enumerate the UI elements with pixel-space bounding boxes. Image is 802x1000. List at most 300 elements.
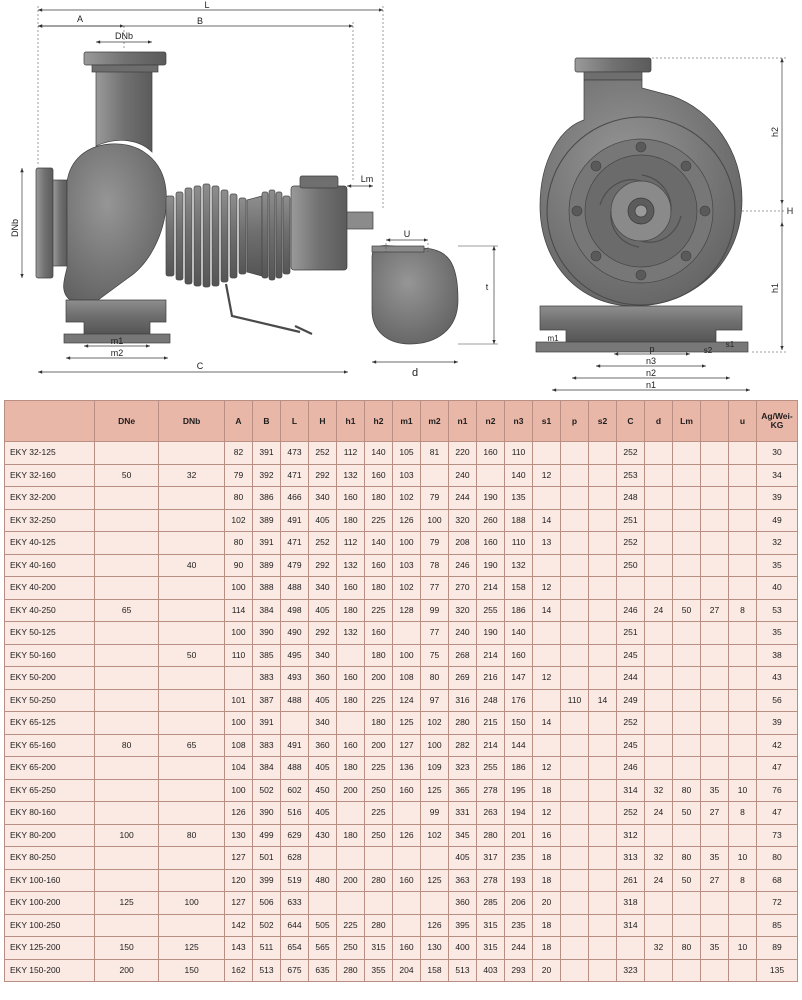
cell-value: 263 <box>477 802 505 825</box>
cell-value <box>533 689 561 712</box>
cell-value: 250 <box>365 824 393 847</box>
cell-value: 158 <box>421 959 449 982</box>
cell-value: 180 <box>337 824 365 847</box>
cell-value <box>421 847 449 870</box>
cell-value: 40 <box>757 577 798 600</box>
cell-value: 126 <box>393 824 421 847</box>
cell-value <box>589 892 617 915</box>
cell-value: 102 <box>421 824 449 847</box>
cell-value: 383 <box>253 667 281 690</box>
cell-value: 180 <box>337 689 365 712</box>
cell-value <box>337 892 365 915</box>
cell-value <box>561 442 589 465</box>
dim-label-H: H <box>786 206 794 216</box>
cell-value: 186 <box>505 599 533 622</box>
cell-value: 318 <box>617 892 645 915</box>
cell-value <box>645 892 673 915</box>
cell-value <box>159 599 225 622</box>
cell-value: 390 <box>253 802 281 825</box>
cell-value: 360 <box>449 892 477 915</box>
cell-value <box>561 959 589 982</box>
cell-value: 100 <box>225 622 253 645</box>
cell-value: 100 <box>421 734 449 757</box>
cell-value: 147 <box>505 667 533 690</box>
cell-value: 14 <box>589 689 617 712</box>
cell-value <box>645 959 673 982</box>
cell-value <box>673 509 701 532</box>
cell-value: 511 <box>253 937 281 960</box>
cell-value <box>589 622 617 645</box>
cell-value <box>729 757 757 780</box>
cell-value: 110 <box>505 442 533 465</box>
cell-value: 42 <box>757 734 798 757</box>
cell-value <box>589 532 617 555</box>
cell-value: 35 <box>757 622 798 645</box>
cell-value: 405 <box>449 847 477 870</box>
cell-value <box>729 532 757 555</box>
cell-value <box>645 824 673 847</box>
cell-value: 162 <box>225 959 253 982</box>
cell-value: 384 <box>253 599 281 622</box>
cell-value <box>673 712 701 735</box>
cell-value: 200 <box>337 869 365 892</box>
cell-value <box>421 464 449 487</box>
cell-value: 268 <box>449 644 477 667</box>
cell-value <box>159 802 225 825</box>
cell-value <box>95 532 159 555</box>
cell-value: 32 <box>159 464 225 487</box>
cell-value <box>645 532 673 555</box>
cell-model: EKY 40-125 <box>5 532 95 555</box>
cell-value: 246 <box>617 599 645 622</box>
cell-value: 513 <box>449 959 477 982</box>
cell-value <box>533 622 561 645</box>
cell-value: 363 <box>449 869 477 892</box>
cell-value: 193 <box>505 869 533 892</box>
cell-value: 38 <box>757 644 798 667</box>
cell-value: 188 <box>505 509 533 532</box>
cell-model: EKY 65-200 <box>5 757 95 780</box>
cell-value: 491 <box>281 509 309 532</box>
cell-value <box>589 464 617 487</box>
cell-value: 100 <box>421 509 449 532</box>
cell-value: 47 <box>757 757 798 780</box>
table-row <box>5 959 798 982</box>
cell-value <box>645 734 673 757</box>
cell-model: EKY 100-200 <box>5 892 95 915</box>
cell-value: 102 <box>225 509 253 532</box>
cell-value: 389 <box>253 554 281 577</box>
cell-value: 278 <box>477 779 505 802</box>
cell-value <box>589 959 617 982</box>
cell-value <box>589 712 617 735</box>
cell-value: 176 <box>505 689 533 712</box>
cell-value: 629 <box>281 824 309 847</box>
cell-value: 56 <box>757 689 798 712</box>
cell-value: 160 <box>505 644 533 667</box>
cell-value <box>309 892 337 915</box>
cell-value <box>701 554 729 577</box>
col-header-n2: n2 <box>477 401 505 442</box>
cell-value: 50 <box>673 802 701 825</box>
cell-value: 100 <box>95 824 159 847</box>
cell-value: 12 <box>533 577 561 600</box>
cell-value <box>281 712 309 735</box>
cell-value: 72 <box>757 892 798 915</box>
cell-value: 14 <box>533 509 561 532</box>
cell-value: 14 <box>533 599 561 622</box>
cell-value: 13 <box>533 532 561 555</box>
cell-value: 214 <box>477 577 505 600</box>
dim-label-s1: s1 <box>725 340 735 349</box>
cell-value: 102 <box>393 577 421 600</box>
col-header-s2: s2 <box>589 401 617 442</box>
cell-value: 315 <box>477 914 505 937</box>
cell-value <box>561 532 589 555</box>
dim-label-m1-right: m1 <box>547 334 559 343</box>
cell-model: EKY 100-160 <box>5 869 95 892</box>
cell-value <box>159 667 225 690</box>
cell-value: 405 <box>309 689 337 712</box>
cell-value: 150 <box>159 959 225 982</box>
cell-value <box>589 802 617 825</box>
cell-value: 18 <box>533 847 561 870</box>
cell-value <box>589 577 617 600</box>
cell-value: 85 <box>757 914 798 937</box>
cell-value: 80 <box>225 487 253 510</box>
cell-value: 132 <box>337 622 365 645</box>
pump-dimension-drawing <box>0 0 802 400</box>
cell-value <box>617 937 645 960</box>
cell-model: EKY 80-250 <box>5 847 95 870</box>
cell-value: 505 <box>309 914 337 937</box>
cell-value: 99 <box>421 599 449 622</box>
cell-value: 127 <box>225 847 253 870</box>
cell-value: 50 <box>673 599 701 622</box>
cell-value: 12 <box>533 667 561 690</box>
cell-value: 285 <box>477 892 505 915</box>
cell-value: 24 <box>645 802 673 825</box>
cell-value: 132 <box>337 464 365 487</box>
cell-value <box>645 464 673 487</box>
cell-value <box>561 937 589 960</box>
cell-model: EKY 32-200 <box>5 487 95 510</box>
cell-value: 10 <box>729 847 757 870</box>
col-header-a: A <box>225 401 253 442</box>
cell-value <box>729 622 757 645</box>
cell-value <box>561 667 589 690</box>
cell-value: 39 <box>757 487 798 510</box>
cell-value <box>645 914 673 937</box>
cell-value: 109 <box>421 757 449 780</box>
cell-value <box>561 577 589 600</box>
table-row <box>5 577 798 600</box>
cell-value: 488 <box>281 577 309 600</box>
cell-value <box>729 509 757 532</box>
cell-value <box>673 914 701 937</box>
cell-value: 89 <box>757 937 798 960</box>
table-row <box>5 487 798 510</box>
dim-label-p: p <box>649 344 655 354</box>
cell-value: 430 <box>309 824 337 847</box>
cell-value: 235 <box>505 847 533 870</box>
cell-value: 35 <box>757 554 798 577</box>
cell-value <box>561 824 589 847</box>
cell-value: 473 <box>281 442 309 465</box>
cell-value: 82 <box>225 442 253 465</box>
cell-value <box>701 712 729 735</box>
cell-value: 114 <box>225 599 253 622</box>
cell-value <box>561 644 589 667</box>
cell-value: 516 <box>281 802 309 825</box>
cell-value <box>561 487 589 510</box>
cell-value: 252 <box>617 712 645 735</box>
dim-label-n2: n2 <box>645 368 657 378</box>
table-row <box>5 644 798 667</box>
cell-value <box>393 847 421 870</box>
dim-label-d: d <box>411 367 419 379</box>
cell-value <box>645 644 673 667</box>
cell-value <box>589 554 617 577</box>
cell-value <box>337 712 365 735</box>
cell-value <box>673 734 701 757</box>
cell-value: 201 <box>505 824 533 847</box>
cell-value: 160 <box>337 734 365 757</box>
cell-value <box>95 442 159 465</box>
cell-value: 280 <box>365 914 393 937</box>
cell-value: 200 <box>365 667 393 690</box>
cell-value: 317 <box>477 847 505 870</box>
cell-value: 252 <box>309 532 337 555</box>
cell-value: 180 <box>365 712 393 735</box>
cell-value: 200 <box>337 779 365 802</box>
cell-value: 280 <box>337 959 365 982</box>
cell-model: EKY 80-160 <box>5 802 95 825</box>
col-header-s1: s1 <box>533 401 561 442</box>
cell-value: 132 <box>505 554 533 577</box>
cell-value: 252 <box>617 802 645 825</box>
cell-value: 323 <box>617 959 645 982</box>
cell-value: 195 <box>505 779 533 802</box>
cell-value <box>617 577 645 600</box>
cell-value: 130 <box>225 824 253 847</box>
cell-model: EKY 65-250 <box>5 779 95 802</box>
cell-value: 160 <box>365 622 393 645</box>
cell-value: 186 <box>505 757 533 780</box>
cell-value <box>337 802 365 825</box>
cell-value <box>95 712 159 735</box>
cell-value: 190 <box>477 622 505 645</box>
cell-value: 480 <box>309 869 337 892</box>
cell-value: 190 <box>477 487 505 510</box>
cell-value <box>561 509 589 532</box>
cell-value: 32 <box>645 937 673 960</box>
cell-value: 125 <box>421 779 449 802</box>
cell-value: 160 <box>365 464 393 487</box>
cell-value: 100 <box>393 532 421 555</box>
cell-value: 73 <box>757 824 798 847</box>
cell-value: 35 <box>701 847 729 870</box>
cell-value: 389 <box>253 509 281 532</box>
cell-value <box>533 487 561 510</box>
table-row <box>5 892 798 915</box>
cell-value: 180 <box>337 757 365 780</box>
col-header-dnb: DNb <box>159 401 225 442</box>
cell-value: 16 <box>533 824 561 847</box>
cell-value: 405 <box>309 802 337 825</box>
cell-value: 249 <box>617 689 645 712</box>
cell-value <box>729 577 757 600</box>
cell-value: 160 <box>393 937 421 960</box>
cell-value: 100 <box>225 577 253 600</box>
col-header-n1: n1 <box>449 401 477 442</box>
cell-value <box>561 599 589 622</box>
cell-value <box>421 892 449 915</box>
cell-value: 81 <box>421 442 449 465</box>
table-head <box>5 401 798 442</box>
cell-value: 220 <box>449 442 477 465</box>
cell-value <box>673 464 701 487</box>
cell-value: 493 <box>281 667 309 690</box>
cell-value: 39 <box>757 712 798 735</box>
cell-value <box>729 487 757 510</box>
cell-value <box>159 487 225 510</box>
cell-value: 315 <box>477 937 505 960</box>
cell-value <box>159 622 225 645</box>
cell-value <box>159 847 225 870</box>
cell-value: 312 <box>617 824 645 847</box>
cell-value: 386 <box>253 487 281 510</box>
cell-value: 491 <box>281 734 309 757</box>
cell-value: 79 <box>225 464 253 487</box>
cell-value: 180 <box>365 577 393 600</box>
cell-value <box>589 757 617 780</box>
cell-value: 150 <box>505 712 533 735</box>
dim-label-DNb-left: DNb <box>10 218 20 238</box>
cell-value: 125 <box>393 712 421 735</box>
cell-model: EKY 32-125 <box>5 442 95 465</box>
cell-value: 108 <box>225 734 253 757</box>
cell-value: 280 <box>449 712 477 735</box>
dim-label-DNb-top: DNb <box>114 31 134 41</box>
cell-value <box>701 487 729 510</box>
dim-label-n3: n3 <box>645 356 657 366</box>
cell-value: 360 <box>309 667 337 690</box>
cell-value <box>645 667 673 690</box>
cell-value <box>673 959 701 982</box>
cell-value: 280 <box>477 824 505 847</box>
cell-value <box>729 464 757 487</box>
cell-value <box>701 824 729 847</box>
cell-value: 75 <box>421 644 449 667</box>
cell-value: 270 <box>449 577 477 600</box>
cell-value: 200 <box>95 959 159 982</box>
cell-value <box>673 757 701 780</box>
cell-value: 225 <box>365 509 393 532</box>
cell-value: 225 <box>365 802 393 825</box>
cell-value: 65 <box>95 599 159 622</box>
cell-value <box>701 757 729 780</box>
table-row <box>5 689 798 712</box>
col-header-h1: h1 <box>337 401 365 442</box>
cell-value: 246 <box>449 554 477 577</box>
cell-value <box>701 509 729 532</box>
cell-value: 120 <box>225 869 253 892</box>
cell-value <box>589 937 617 960</box>
cell-value <box>589 667 617 690</box>
cell-value <box>365 892 393 915</box>
cell-value: 565 <box>309 937 337 960</box>
cell-value: 50 <box>95 464 159 487</box>
cell-value: 501 <box>253 847 281 870</box>
cell-value: 125 <box>421 869 449 892</box>
cell-value: 18 <box>533 937 561 960</box>
cell-value: 20 <box>533 959 561 982</box>
cell-value: 90 <box>225 554 253 577</box>
cell-value: 235 <box>505 914 533 937</box>
cell-value: 250 <box>617 554 645 577</box>
cell-value: 206 <box>505 892 533 915</box>
col-header-p: p <box>561 401 589 442</box>
cell-value <box>729 554 757 577</box>
cell-value <box>729 667 757 690</box>
cell-value: 103 <box>393 554 421 577</box>
dim-label-n1: n1 <box>645 380 657 390</box>
cell-value <box>729 644 757 667</box>
cell-value: 143 <box>225 937 253 960</box>
cell-value: 385 <box>253 644 281 667</box>
cell-value <box>159 442 225 465</box>
cell-value: 244 <box>449 487 477 510</box>
cell-value: 140 <box>365 532 393 555</box>
dim-label-h1: h1 <box>770 282 780 294</box>
cell-value <box>561 779 589 802</box>
cell-value: 331 <box>449 802 477 825</box>
cell-value: 108 <box>393 667 421 690</box>
table-row <box>5 712 798 735</box>
cell-value: 244 <box>505 937 533 960</box>
cell-value <box>159 532 225 555</box>
cell-value <box>365 847 393 870</box>
cell-value: 158 <box>505 577 533 600</box>
cell-value: 471 <box>281 532 309 555</box>
cell-value: 68 <box>757 869 798 892</box>
cell-value <box>673 689 701 712</box>
cell-value: 395 <box>449 914 477 937</box>
cell-value <box>645 442 673 465</box>
cell-value <box>729 442 757 465</box>
cell-value: 208 <box>449 532 477 555</box>
cell-value <box>159 757 225 780</box>
cell-model: EKY 125-200 <box>5 937 95 960</box>
cell-value <box>95 644 159 667</box>
cell-value: 140 <box>505 464 533 487</box>
cell-value <box>95 802 159 825</box>
cell-value: 18 <box>533 869 561 892</box>
cell-value: 269 <box>449 667 477 690</box>
cell-value: 466 <box>281 487 309 510</box>
cell-value: 252 <box>309 442 337 465</box>
cell-value: 479 <box>281 554 309 577</box>
cell-value: 10 <box>729 937 757 960</box>
col-header-model <box>5 401 95 442</box>
cell-value <box>589 914 617 937</box>
cell-value: 53 <box>757 599 798 622</box>
cell-value <box>159 869 225 892</box>
cell-value: 140 <box>505 622 533 645</box>
cell-value <box>95 487 159 510</box>
cell-value: 127 <box>393 734 421 757</box>
